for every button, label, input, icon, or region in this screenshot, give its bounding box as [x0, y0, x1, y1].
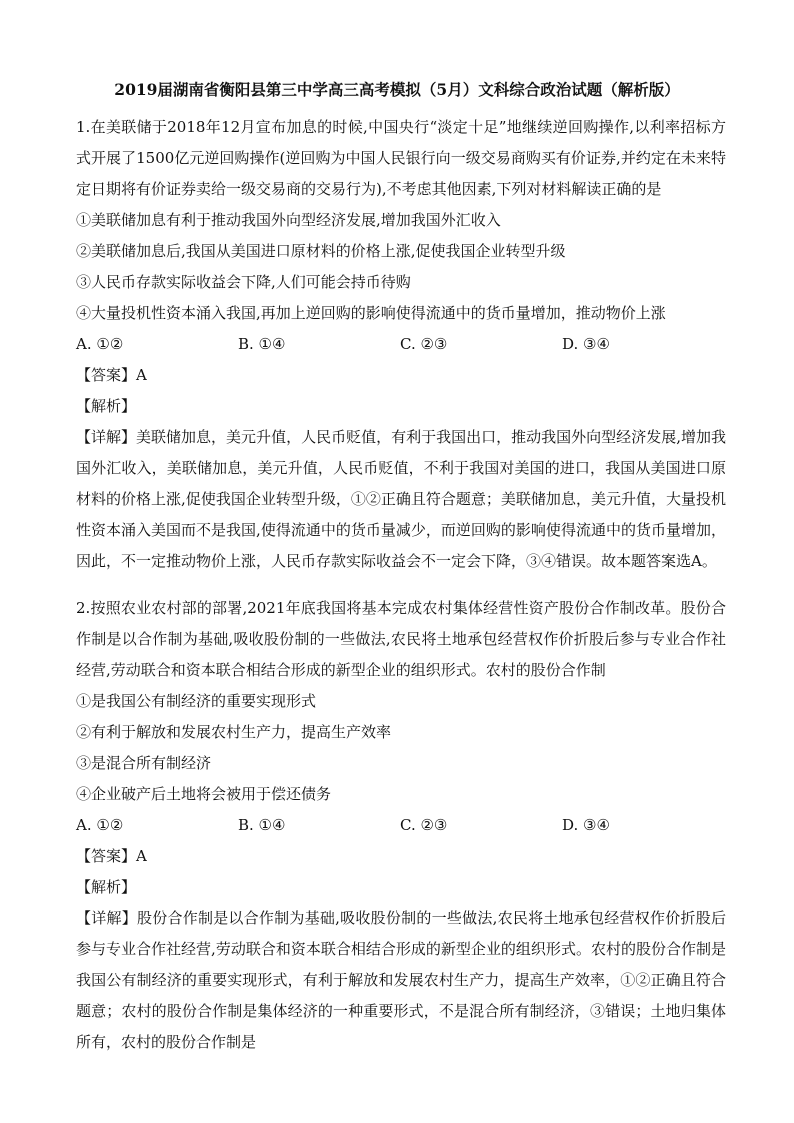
- question-1: [76, 112, 726, 577]
- document-title: 2019届湖南省衡阳县第三中学高三高考模拟（5月）文科综合政治试题（解析版）: [114, 80, 680, 99]
- statement-item: ①美联储加息有利于推动我国外向型经济发展,增加我国外汇收入: [76, 211, 501, 229]
- answer-line: 【答案】A: [76, 847, 147, 865]
- statement-item: ③是混合所有制经济: [76, 754, 212, 772]
- question-2: [76, 593, 726, 1058]
- option-a: A. ①②: [76, 816, 124, 834]
- question-spacer: [76, 577, 726, 593]
- option-b: B. ①④: [238, 816, 286, 834]
- option-d: D. ③④: [562, 335, 610, 353]
- answer-options: [76, 329, 726, 360]
- statement-item: ②有利于解放和发展农村生产力，提高生产效率: [76, 723, 392, 741]
- answer-line: 【答案】A: [76, 366, 147, 384]
- option-a: A. ①②: [76, 335, 124, 353]
- document-body: [76, 112, 726, 1058]
- statement-item: ④企业破产后土地将会被用于偿还债务: [76, 785, 332, 803]
- detail-explanation: 【详解】美联储加息，美元升值，人民币贬值，有利于我国出口，推动我国外向型经济发展,增加我国外汇收入，美联储加息，美元升值，人民币贬值，不利于我国对美国的进口，我国从美国进口原材料的价格上涨,促使我国企业转型升级，①②正确且符合题意；美联储加息，美元升值，大量投机性资本涌入美国而不是我国,使得流通中的货币量减少，而逆回购的影响使得流通中的货币量增加，因此，不一定推动物价上涨，人民币存款实际收益会不一定会下降，③④错误。故本题答案选A。: [76, 428, 726, 570]
- option-c: C. ②③: [400, 816, 448, 834]
- question-stem: 1.在美联储于2018年12月宣布加息的时候,中国央行“淡定十足”地继续逆回购操作,以利率招标方式开展了1500亿元逆回购操作(逆回购为中国人民银行向一级交易商购买有价证券,并约定在未来特定日期将有价证券卖给一级交易商的交易行为),不考虑其他因素,下列对材料解读正确的是: [76, 118, 726, 198]
- answer-options: [76, 810, 726, 841]
- statement-item: ②美联储加息后,我国从美国进口原材料的价格上涨,促使我国企业转型升级: [76, 242, 566, 260]
- question-stem: 2.按照农业农村部的部署,2021年底我国将基本完成农村集体经营性资产股份合作制改革。股份合作制是以合作制为基础,吸收股份制的一些做法,农民将土地承包经营权作价折股后参与专业合作社经营,劳动联合和资本联合相结合形成的新型企业的组织形式。农村的股份合作制: [76, 599, 726, 679]
- option-b: B. ①④: [238, 335, 286, 353]
- statement-item: ①是我国公有制经济的重要实现形式: [76, 692, 317, 710]
- analysis-label: 【解析】: [76, 397, 137, 415]
- option-d: D. ③④: [562, 816, 610, 834]
- statement-item: ④大量投机性资本涌入我国,再加上逆回购的影响使得流通中的货币量增加，推动物价上涨: [76, 304, 666, 322]
- analysis-label: 【解析】: [76, 878, 137, 896]
- detail-explanation: 【详解】股份合作制是以合作制为基础,吸收股份制的一些做法,农民将土地承包经营权作价折股后参与专业合作社经营,劳动联合和资本联合相结合形成的新型企业的组织形式。农村的股份合作制是我国公有制经济的重要实现形式，有利于解放和发展农村生产力，提高生产效率，①②正确且符合题意；农村的股份合作制是集体经济的一种重要形式，不是混合所有制经济，③错误；土地归集体所有，农村的股份合作制是: [76, 909, 726, 1051]
- option-c: C. ②③: [400, 335, 448, 353]
- statement-item: ③人民币存款实际收益会下降,人们可能会持币待购: [76, 273, 411, 291]
